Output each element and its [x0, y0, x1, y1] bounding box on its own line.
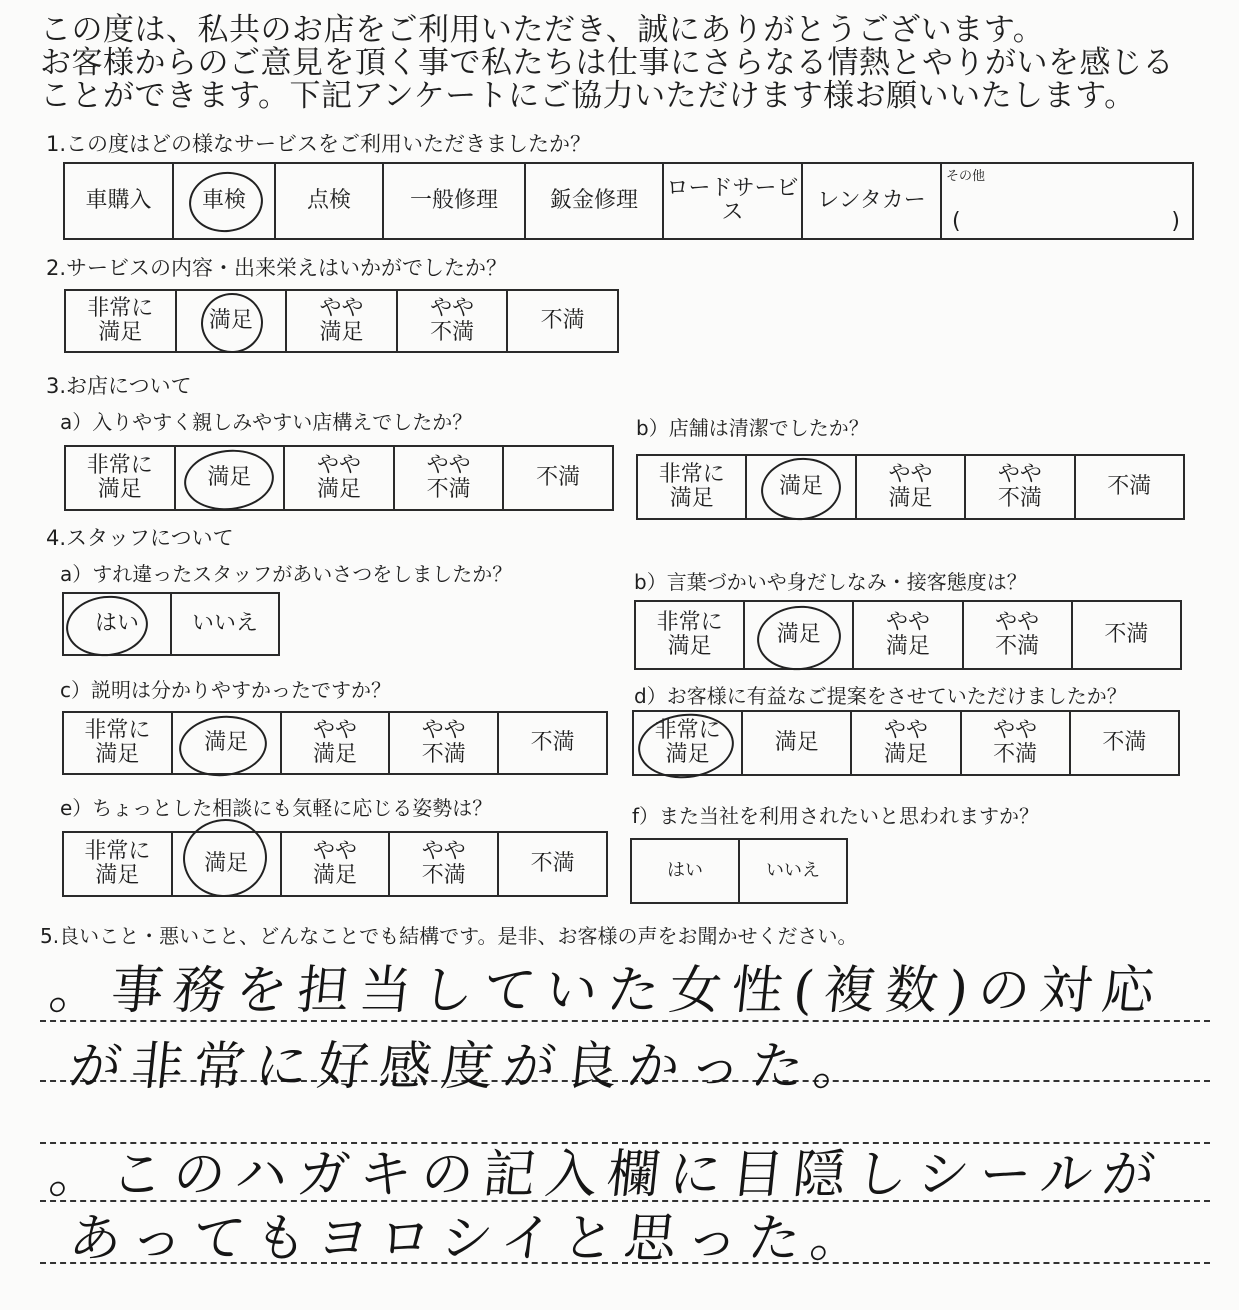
- scale-dissatisfied[interactable]: 不満: [507, 290, 618, 352]
- q1-option-inspection-shaken[interactable]: 車検: [173, 163, 275, 239]
- scale-very-satisfied[interactable]: 非常に 満足: [65, 446, 175, 510]
- q4d-label: d）お客様に有益なご提案をさせていただけましたか？: [634, 684, 1127, 708]
- q2-title: 2.サービスの内容・出来栄えはいかがでしたか？: [46, 256, 508, 280]
- q4c-scale: [62, 711, 608, 775]
- scale-somewhat-dissatisfied[interactable]: やや 不満: [397, 290, 508, 352]
- q3a-label: a）入りやすく親しみやすい店構えでしたか？: [60, 410, 473, 434]
- scale-very-satisfied[interactable]: 非常に 満足: [63, 712, 172, 774]
- scale-very-satisfied[interactable]: 非常に 満足: [63, 832, 172, 896]
- q3b-scale: [636, 454, 1185, 520]
- q4e-label: e）ちょっとした相談にも気軽に応じる姿勢は？: [60, 796, 493, 820]
- scale-somewhat-satisfied[interactable]: やや 満足: [286, 290, 397, 352]
- scale-somewhat-satisfied[interactable]: やや 満足: [281, 712, 390, 774]
- intro-line-1: この度は、私共のお店をご利用いただき、誠にありがとうございます。: [40, 12, 1045, 48]
- q4a-label: a）すれ違ったスタッフがあいさつをしましたか？: [60, 562, 513, 586]
- scale-dissatisfied[interactable]: 不満: [503, 446, 613, 510]
- scale-satisfied[interactable]: 満足: [172, 712, 281, 774]
- q4e-scale: [62, 831, 608, 897]
- scale-very-satisfied[interactable]: 非常に 満足: [637, 455, 746, 519]
- handwritten-comment-line-3: 。このハガキの記入欄に目隠しシールが: [46, 1145, 1168, 1205]
- intro-line-2: お客様からのご意見を頂く事で私たちは仕事にさらなる情熱とやりがいを感じる: [40, 45, 1174, 81]
- q1-option-general-repair[interactable]: 一般修理: [383, 163, 525, 239]
- q4d-scale: [632, 710, 1180, 776]
- scale-somewhat-dissatisfied[interactable]: やや 不満: [961, 711, 1070, 775]
- scale-somewhat-satisfied[interactable]: やや 満足: [853, 601, 962, 669]
- q4c-label: c）説明は分かりやすかったですか？: [60, 678, 391, 702]
- q4a-yesno: [62, 592, 280, 656]
- q3a-scale: [64, 445, 614, 511]
- intro-text: [40, 14, 1230, 113]
- scale-somewhat-dissatisfied[interactable]: やや 不満: [963, 601, 1072, 669]
- option-no[interactable]: いいえ: [171, 593, 279, 655]
- q3b-label: b）店舗は清潔でしたか？: [636, 416, 869, 440]
- q4-title: 4.スタッフについて: [46, 526, 234, 550]
- scale-somewhat-satisfied[interactable]: やや 満足: [856, 455, 965, 519]
- q1-options: [63, 162, 1194, 240]
- q2-scale: [64, 289, 619, 353]
- scale-somewhat-dissatisfied[interactable]: やや 不満: [389, 832, 498, 896]
- option-yes[interactable]: はい: [631, 839, 739, 903]
- scale-satisfied[interactable]: 満足: [175, 446, 285, 510]
- q1-option-road-service[interactable]: ロードサービス: [663, 163, 802, 239]
- q4b-label: b）言葉づかいや身だしなみ・接客態度は？: [634, 570, 1027, 594]
- scale-satisfied[interactable]: 満足: [172, 832, 281, 896]
- option-yes[interactable]: はい: [63, 593, 171, 655]
- scale-somewhat-satisfied[interactable]: やや 満足: [281, 832, 390, 896]
- q1-title: 1.この度はどの様なサービスをご利用いただきましたか？: [46, 132, 592, 156]
- q1-option-car-purchase[interactable]: 車購入: [64, 163, 173, 239]
- q1-option-bodywork[interactable]: 鈑金修理: [525, 163, 663, 239]
- scale-very-satisfied[interactable]: 非常に 満足: [633, 711, 742, 775]
- scale-somewhat-dissatisfied[interactable]: やや 不満: [389, 712, 498, 774]
- scale-somewhat-satisfied[interactable]: やや 満足: [851, 711, 960, 775]
- q1-option-other[interactable]: その他 ( ): [941, 163, 1193, 239]
- scale-somewhat-dissatisfied[interactable]: やや 不満: [965, 455, 1074, 519]
- q4f-yesno: [630, 838, 848, 904]
- scale-satisfied[interactable]: 満足: [746, 455, 855, 519]
- scale-dissatisfied[interactable]: 不満: [498, 832, 607, 896]
- scale-dissatisfied[interactable]: 不満: [1072, 601, 1181, 669]
- scale-very-satisfied[interactable]: 非常に 満足: [65, 290, 176, 352]
- intro-line-3: ことができます。下記アンケートにご協力いただけます様お願いいたします。: [40, 78, 1136, 114]
- handwritten-comment-line-1: 。事務を担当していた女性(複数)の対応: [46, 961, 1168, 1021]
- q3-title: 3.お店について: [46, 374, 192, 398]
- q4f-label: f）また当社を利用されたいと思われますか？: [632, 804, 1040, 828]
- q1-option-checkup[interactable]: 点検: [275, 163, 383, 239]
- scale-somewhat-satisfied[interactable]: やや 満足: [284, 446, 394, 510]
- scale-somewhat-dissatisfied[interactable]: やや 不満: [394, 446, 504, 510]
- scale-satisfied[interactable]: 満足: [742, 711, 851, 775]
- scale-dissatisfied[interactable]: 不満: [498, 712, 607, 774]
- other-label: その他: [946, 169, 986, 184]
- q4b-scale: [634, 600, 1182, 670]
- scale-satisfied[interactable]: 満足: [176, 290, 287, 352]
- scale-dissatisfied[interactable]: 不満: [1070, 711, 1179, 775]
- scale-satisfied[interactable]: 満足: [744, 601, 853, 669]
- scale-dissatisfied[interactable]: 不満: [1075, 455, 1184, 519]
- scale-very-satisfied[interactable]: 非常に 満足: [635, 601, 744, 669]
- option-no[interactable]: いいえ: [739, 839, 847, 903]
- q5-title: 5.良いこと・悪いこと、どんなことでも結構です。是非、お客様の声をお聞かせください。: [40, 924, 858, 948]
- handwritten-comment-line-4: あってもヨロシイと思った。: [66, 1209, 876, 1269]
- handwritten-comment-line-2: が非常に好感度が良かった。: [66, 1037, 879, 1097]
- q1-option-rental-car[interactable]: レンタカー: [802, 163, 941, 239]
